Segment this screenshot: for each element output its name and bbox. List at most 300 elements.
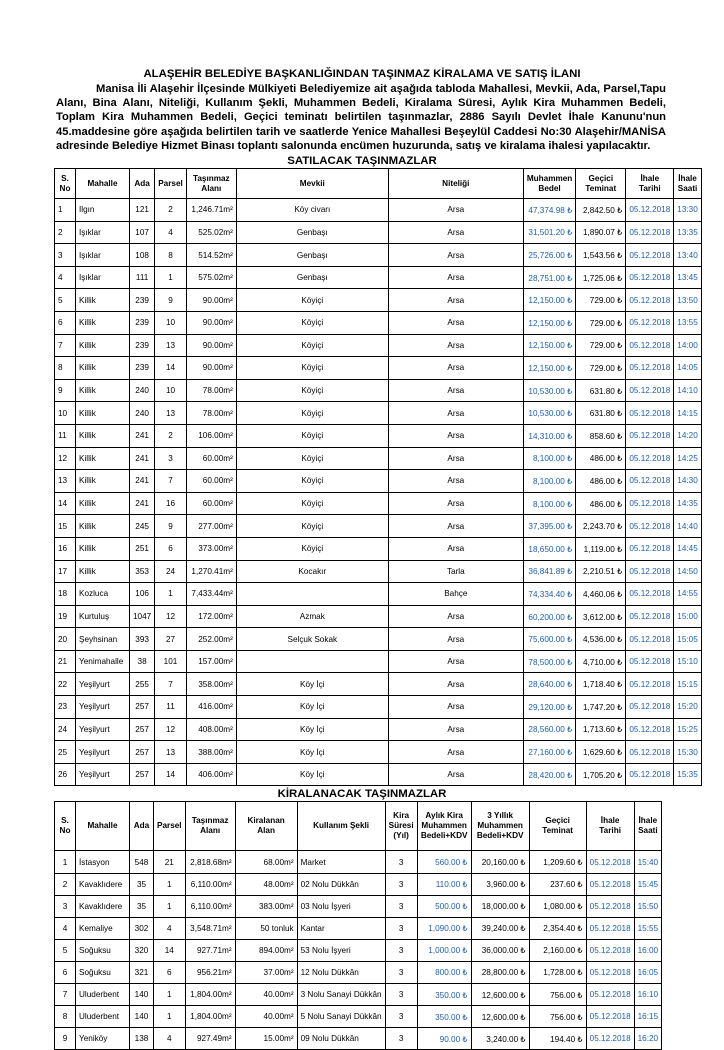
cell-mevkii: Genbaşı <box>236 244 388 267</box>
cell-teminat: 729.00 ₺ <box>576 289 626 312</box>
cell-kiralanan: 15.00m² <box>235 1028 297 1050</box>
cell-saat: 13:40 <box>674 244 702 267</box>
cell-tarih: 05.12.2018 <box>626 311 674 334</box>
cell-mevkii: Genbaşı <box>236 266 388 289</box>
cell-kullanim: 09 Nolu Dükkân <box>297 1028 385 1050</box>
cell-mahalle: İstasyon <box>76 851 130 873</box>
cell-mahalle: Şeyhsinan <box>76 628 130 651</box>
header-tarih: İhale Tarihi <box>626 169 674 199</box>
cell-nitelik: Arsa <box>388 673 523 696</box>
cell-teminat: 1,718.40 ₺ <box>576 673 626 696</box>
table-row <box>55 851 662 873</box>
cell-ada: 1047 <box>130 605 155 628</box>
cell-yillik: 12,600.00 ₺ <box>471 1006 529 1028</box>
cell-mahalle: Yeşilyurt <box>76 763 130 786</box>
cell-mahalle: Yenimahalle <box>76 650 130 673</box>
cell-bedel: 14,310.00 ₺ <box>523 424 576 447</box>
cell-teminat: 237.60 ₺ <box>529 873 586 895</box>
table-row <box>55 289 702 312</box>
table-row <box>55 628 702 651</box>
cell-kullanim: Market <box>297 851 385 873</box>
cell-tarih: 05.12.2018 <box>626 650 674 673</box>
table-row <box>55 311 702 334</box>
table-row <box>55 402 702 425</box>
cell-no: 3 <box>55 895 76 917</box>
cell-mevkii: Köy İçi <box>236 673 388 696</box>
cell-saat: 15:40 <box>634 851 662 873</box>
cell-alan: 927.49m² <box>185 1028 235 1050</box>
cell-tarih: 05.12.2018 <box>626 357 674 380</box>
cell-yillik: 18,000.00 ₺ <box>471 895 529 917</box>
cell-ada: 320 <box>130 939 154 961</box>
cell-teminat: 4,536.00 ₺ <box>576 628 626 651</box>
cell-mahalle: Kavaklıdere <box>76 895 130 917</box>
cell-aylik: 110.00 ₺ <box>417 873 471 895</box>
rent-section-title: KİRALANACAK TAŞINMAZLAR <box>277 788 447 801</box>
cell-bedel: 78,500.00 ₺ <box>523 650 576 673</box>
cell-no: 26 <box>55 763 76 786</box>
cell-saat: 14:05 <box>674 357 702 380</box>
table-row <box>55 718 702 741</box>
cell-no: 7 <box>55 984 76 1006</box>
cell-teminat: 631.80 ₺ <box>576 402 626 425</box>
cell-bedel: 29,120.00 ₺ <box>523 696 576 719</box>
cell-no: 18 <box>55 583 76 606</box>
table-row <box>55 673 702 696</box>
cell-alan: 78.00m² <box>186 379 236 402</box>
cell-parsel: 6 <box>154 961 186 983</box>
cell-teminat: 3,612.00 ₺ <box>576 605 626 628</box>
cell-kullanim: 02 Nolu Dükkân <box>297 873 385 895</box>
cell-bedel: 25,726.00 ₺ <box>523 244 576 267</box>
cell-teminat: 729.00 ₺ <box>576 334 626 357</box>
cell-mevkii: Köyiçi <box>236 379 388 402</box>
header-saat: İhale Saati <box>634 802 662 851</box>
cell-saat: 14:40 <box>674 515 702 538</box>
cell-mahalle: Işıklar <box>76 244 130 267</box>
cell-ada: 140 <box>130 984 154 1006</box>
cell-alan: 60.00m² <box>186 447 236 470</box>
cell-mevkii: Kocakır <box>236 560 388 583</box>
cell-tarih: 05.12.2018 <box>626 199 674 222</box>
cell-parsel: 4 <box>154 917 186 939</box>
cell-tarih: 05.12.2018 <box>626 266 674 289</box>
cell-nitelik: Arsa <box>388 492 523 515</box>
cell-sure: 3 <box>385 917 417 939</box>
cell-mahalle: Yeniköy <box>76 1028 130 1050</box>
cell-no: 2 <box>55 873 76 895</box>
cell-alan: 373.00m² <box>186 537 236 560</box>
cell-saat: 15:00 <box>674 605 702 628</box>
cell-tarih: 05.12.2018 <box>586 917 634 939</box>
cell-parsel: 4 <box>154 1028 186 1050</box>
cell-sure: 3 <box>385 939 417 961</box>
cell-saat: 15:35 <box>674 763 702 786</box>
cell-mahalle: Yeşilyurt <box>76 696 130 719</box>
cell-nitelik: Arsa <box>388 221 523 244</box>
cell-parsel: 27 <box>155 628 187 651</box>
cell-bedel: 74,334.40 ₺ <box>523 583 576 606</box>
cell-saat: 14:20 <box>674 424 702 447</box>
sale-section-title: SATILACAK TAŞINMAZLAR <box>287 155 437 168</box>
cell-alan: 252.00m² <box>186 628 236 651</box>
cell-tarih: 05.12.2018 <box>586 873 634 895</box>
cell-parsel: 14 <box>155 357 187 380</box>
cell-ada: 353 <box>130 560 155 583</box>
cell-mevkii: Köyiçi <box>236 424 388 447</box>
cell-tarih: 05.12.2018 <box>626 221 674 244</box>
cell-ada: 106 <box>130 583 155 606</box>
cell-ada: 108 <box>130 244 155 267</box>
cell-nitelik: Arsa <box>388 537 523 560</box>
cell-alan: 575.02m² <box>186 266 236 289</box>
cell-kiralanan: 894.00m² <box>235 939 297 961</box>
cell-parsel: 13 <box>155 741 187 764</box>
cell-nitelik: Arsa <box>388 266 523 289</box>
cell-saat: 15:10 <box>674 650 702 673</box>
header-mahalle: Mahalle <box>76 802 130 851</box>
cell-nitelik: Arsa <box>388 447 523 470</box>
cell-parsel: 1 <box>154 873 186 895</box>
cell-saat: 13:45 <box>674 266 702 289</box>
cell-mevkii: Azmak <box>236 605 388 628</box>
cell-ada: 111 <box>130 266 155 289</box>
cell-aylik: 500.00 ₺ <box>417 895 471 917</box>
cell-bedel: 8,100.00 ₺ <box>523 447 576 470</box>
cell-aylik: 1,000.00 ₺ <box>417 939 471 961</box>
table-row <box>55 560 702 583</box>
cell-tarih: 05.12.2018 <box>586 1028 634 1050</box>
cell-no: 6 <box>55 311 76 334</box>
cell-mevkii: Köyiçi <box>236 402 388 425</box>
rent-header-row <box>55 802 662 851</box>
cell-parsel: 1 <box>154 984 186 1006</box>
cell-ada: 241 <box>130 424 155 447</box>
cell-tarih: 05.12.2018 <box>626 605 674 628</box>
cell-parsel: 3 <box>155 447 187 470</box>
cell-alan: 358.00m² <box>186 673 236 696</box>
header-kiralanan: Kiralanan Alan <box>235 802 297 851</box>
cell-tarih: 05.12.2018 <box>586 895 634 917</box>
cell-parsel: 101 <box>155 650 187 673</box>
cell-teminat: 486.00 ₺ <box>576 447 626 470</box>
cell-alan: 956.21m² <box>185 961 235 983</box>
cell-ada: 321 <box>130 961 154 983</box>
cell-tarih: 05.12.2018 <box>626 447 674 470</box>
cell-ada: 548 <box>130 851 154 873</box>
cell-teminat: 486.00 ₺ <box>576 470 626 493</box>
cell-sure: 3 <box>385 851 417 873</box>
cell-mahalle: Killik <box>76 311 130 334</box>
cell-parsel: 1 <box>155 266 187 289</box>
cell-parsel: 21 <box>154 851 186 873</box>
cell-alan: 6,110.00m² <box>185 873 235 895</box>
cell-kullanim: Kantar <box>297 917 385 939</box>
cell-no: 6 <box>55 961 76 983</box>
cell-saat: 15:50 <box>634 895 662 917</box>
sale-table <box>54 168 702 786</box>
cell-saat: 14:45 <box>674 537 702 560</box>
cell-alan: 1,804.00m² <box>185 1006 235 1028</box>
cell-kiralanan: 68.00m² <box>235 851 297 873</box>
cell-tarih: 05.12.2018 <box>586 851 634 873</box>
cell-teminat: 1,209.60 ₺ <box>529 851 586 873</box>
cell-saat: 13:35 <box>674 221 702 244</box>
cell-bedel: 10,530.00 ₺ <box>523 379 576 402</box>
cell-teminat: 2,243.70 ₺ <box>576 515 626 538</box>
cell-ada: 241 <box>130 470 155 493</box>
cell-tarih: 05.12.2018 <box>626 492 674 515</box>
cell-teminat: 4,460.06 ₺ <box>576 583 626 606</box>
cell-nitelik: Arsa <box>388 696 523 719</box>
cell-mahalle: Işıklar <box>76 266 130 289</box>
table-row <box>55 1006 662 1028</box>
cell-parsel: 2 <box>155 424 187 447</box>
cell-teminat: 2,210.51 ₺ <box>576 560 626 583</box>
cell-parsel: 4 <box>155 221 187 244</box>
header-parsel: Parsel <box>154 802 186 851</box>
cell-parsel: 14 <box>154 939 186 961</box>
cell-bedel: 28,560.00 ₺ <box>523 718 576 741</box>
cell-mahalle: Işıklar <box>76 221 130 244</box>
cell-teminat: 756.00 ₺ <box>529 984 586 1006</box>
cell-kullanim: 03 Nolu İşyeri <box>297 895 385 917</box>
cell-teminat: 1,080.00 ₺ <box>529 895 586 917</box>
cell-bedel: 28,751.00 ₺ <box>523 266 576 289</box>
cell-tarih: 05.12.2018 <box>626 628 674 651</box>
cell-mahalle: Yeşilyurt <box>76 741 130 764</box>
cell-no: 16 <box>55 537 76 560</box>
cell-sure: 3 <box>385 1028 417 1050</box>
cell-saat: 16:10 <box>634 984 662 1006</box>
table-row <box>55 447 702 470</box>
cell-alan: 90.00m² <box>186 334 236 357</box>
cell-mahalle: Killik <box>76 492 130 515</box>
cell-teminat: 2,354.40 ₺ <box>529 917 586 939</box>
header-bedel: Muhammen Bedel <box>523 169 576 199</box>
cell-no: 12 <box>55 447 76 470</box>
cell-kullanim: 3 Nolu Sanayi Dükkân <box>297 984 385 1006</box>
cell-mahalle: Killik <box>76 537 130 560</box>
cell-mevkii: Genbaşı <box>236 221 388 244</box>
cell-ada: 239 <box>130 289 155 312</box>
table-row <box>55 763 702 786</box>
cell-aylik: 800.00 ₺ <box>417 961 471 983</box>
cell-mahalle: Kemaliye <box>76 917 130 939</box>
cell-sure: 3 <box>385 873 417 895</box>
cell-mahalle: Uluderbent <box>76 1006 130 1028</box>
cell-mahalle: Kurtuluş <box>76 605 130 628</box>
header-ada: Ada <box>130 802 154 851</box>
header-yillik: 3 Yıllık Muhammen Bedeli+KDV <box>471 802 529 851</box>
cell-no: 15 <box>55 515 76 538</box>
cell-alan: 388.00m² <box>186 741 236 764</box>
cell-alan: 1,246.71m² <box>186 199 236 222</box>
header-no: S. No <box>55 802 76 851</box>
cell-nitelik: Arsa <box>388 470 523 493</box>
cell-saat: 14:50 <box>674 560 702 583</box>
cell-sure: 3 <box>385 961 417 983</box>
cell-mevkii: Köyiçi <box>236 492 388 515</box>
cell-kiralanan: 383.00m² <box>235 895 297 917</box>
cell-alan: 60.00m² <box>186 492 236 515</box>
cell-nitelik: Arsa <box>388 244 523 267</box>
cell-mevkii: Köy İçi <box>236 741 388 764</box>
cell-aylik: 560.00 ₺ <box>417 851 471 873</box>
cell-parsel: 10 <box>155 379 187 402</box>
cell-aylik: 350.00 ₺ <box>417 984 471 1006</box>
cell-tarih: 05.12.2018 <box>586 961 634 983</box>
cell-sure: 3 <box>385 984 417 1006</box>
cell-ada: 239 <box>130 334 155 357</box>
cell-tarih: 05.12.2018 <box>626 289 674 312</box>
cell-no: 8 <box>55 1006 76 1028</box>
cell-mevkii: Köy İçi <box>236 763 388 786</box>
cell-no: 3 <box>55 244 76 267</box>
table-row <box>55 379 702 402</box>
cell-mahalle: Yeşilyurt <box>76 718 130 741</box>
cell-aylik: 90.00 ₺ <box>417 1028 471 1050</box>
cell-no: 9 <box>55 379 76 402</box>
cell-alan: 927.71m² <box>185 939 235 961</box>
cell-tarih: 05.12.2018 <box>586 984 634 1006</box>
cell-teminat: 4,710.00 ₺ <box>576 650 626 673</box>
cell-parsel: 7 <box>155 673 187 696</box>
cell-no: 13 <box>55 470 76 493</box>
cell-bedel: 28,420.00 ₺ <box>523 763 576 786</box>
cell-alan: 6,110.00m² <box>185 895 235 917</box>
cell-tarih: 05.12.2018 <box>626 741 674 764</box>
cell-alan: 78.00m² <box>186 402 236 425</box>
cell-saat: 15:15 <box>674 673 702 696</box>
cell-yillik: 28,800.00 ₺ <box>471 961 529 983</box>
cell-no: 5 <box>55 939 76 961</box>
cell-ada: 240 <box>130 402 155 425</box>
cell-parsel: 11 <box>155 696 187 719</box>
cell-alan: 277.00m² <box>186 515 236 538</box>
cell-teminat: 1,119.00 ₺ <box>576 537 626 560</box>
cell-kiralanan: 40.00m² <box>235 984 297 1006</box>
cell-mahalle: Killik <box>76 447 130 470</box>
cell-no: 21 <box>55 650 76 673</box>
header-alan: Taşınmaz Alanı <box>186 169 236 199</box>
cell-tarih: 05.12.2018 <box>626 763 674 786</box>
table-row <box>55 984 662 1006</box>
cell-ada: 393 <box>130 628 155 651</box>
rent-table <box>54 801 662 1050</box>
cell-bedel: 37,395.00 ₺ <box>523 515 576 538</box>
cell-alan: 60.00m² <box>186 470 236 493</box>
cell-teminat: 631.80 ₺ <box>576 379 626 402</box>
cell-mevkii: Köy İçi <box>236 696 388 719</box>
cell-teminat: 1,725.06 ₺ <box>576 266 626 289</box>
cell-ada: 257 <box>130 718 155 741</box>
cell-alan: 7,433.44m² <box>186 583 236 606</box>
cell-bedel: 75,600.00 ₺ <box>523 628 576 651</box>
header-alan: Taşınmaz Alanı <box>185 802 235 851</box>
cell-alan: 408.00m² <box>186 718 236 741</box>
cell-mevkii: Köyiçi <box>236 447 388 470</box>
cell-mevkii: Köyiçi <box>236 515 388 538</box>
cell-bedel: 12,150.00 ₺ <box>523 357 576 380</box>
cell-saat: 15:05 <box>674 628 702 651</box>
cell-alan: 1,804.00m² <box>185 984 235 1006</box>
cell-teminat: 2,842.50 ₺ <box>576 199 626 222</box>
cell-nitelik: Arsa <box>388 718 523 741</box>
cell-mahalle: Killik <box>76 357 130 380</box>
cell-saat: 14:35 <box>674 492 702 515</box>
cell-tarih: 05.12.2018 <box>626 560 674 583</box>
cell-tarih: 05.12.2018 <box>586 939 634 961</box>
cell-ada: 257 <box>130 696 155 719</box>
cell-alan: 90.00m² <box>186 357 236 380</box>
cell-bedel: 8,100.00 ₺ <box>523 470 576 493</box>
cell-no: 24 <box>55 718 76 741</box>
cell-teminat: 729.00 ₺ <box>576 357 626 380</box>
cell-no: 2 <box>55 221 76 244</box>
cell-mahalle: Yeşilyurt <box>76 673 130 696</box>
cell-parsel: 1 <box>155 583 187 606</box>
cell-teminat: 1,747.20 ₺ <box>576 696 626 719</box>
cell-saat: 15:20 <box>674 696 702 719</box>
cell-parsel: 1 <box>154 895 186 917</box>
cell-nitelik: Arsa <box>388 357 523 380</box>
cell-tarih: 05.12.2018 <box>626 424 674 447</box>
cell-parsel: 7 <box>155 470 187 493</box>
cell-alan: 416.00m² <box>186 696 236 719</box>
cell-ada: 239 <box>130 357 155 380</box>
cell-sure: 3 <box>385 1006 417 1028</box>
cell-parsel: 9 <box>155 515 187 538</box>
cell-parsel: 24 <box>155 560 187 583</box>
table-row <box>55 357 702 380</box>
cell-bedel: 12,150.00 ₺ <box>523 311 576 334</box>
cell-aylik: 1,090.00 ₺ <box>417 917 471 939</box>
cell-ada: 251 <box>130 537 155 560</box>
cell-teminat: 729.00 ₺ <box>576 311 626 334</box>
cell-teminat: 756.00 ₺ <box>529 1006 586 1028</box>
cell-bedel: 36,841.89 ₺ <box>523 560 576 583</box>
cell-teminat: 486.00 ₺ <box>576 492 626 515</box>
cell-nitelik: Arsa <box>388 515 523 538</box>
table-row <box>55 199 702 222</box>
cell-parsel: 2 <box>155 199 187 222</box>
cell-alan: 90.00m² <box>186 311 236 334</box>
cell-tarih: 05.12.2018 <box>626 673 674 696</box>
cell-mahalle: Kozluca <box>76 583 130 606</box>
cell-saat: 13:30 <box>674 199 702 222</box>
cell-alan: 1,270.41m² <box>186 560 236 583</box>
cell-nitelik: Arsa <box>388 424 523 447</box>
table-row <box>55 266 702 289</box>
cell-tarih: 05.12.2018 <box>626 537 674 560</box>
cell-no: 20 <box>55 628 76 651</box>
cell-saat: 16:00 <box>634 939 662 961</box>
cell-mahalle: Ilgın <box>76 199 130 222</box>
cell-kullanim: 5 Nolu Sanayi Dükkân <box>297 1006 385 1028</box>
cell-bedel: 18,650.00 ₺ <box>523 537 576 560</box>
header-parsel: Parsel <box>155 169 187 199</box>
cell-teminat: 1,629.60 ₺ <box>576 741 626 764</box>
table-row <box>55 583 702 606</box>
cell-no: 4 <box>55 917 76 939</box>
cell-tarih: 05.12.2018 <box>626 583 674 606</box>
table-row <box>55 470 702 493</box>
table-row <box>55 244 702 267</box>
cell-no: 25 <box>55 741 76 764</box>
cell-mahalle: Killik <box>76 470 130 493</box>
cell-kiralanan: 40.00m² <box>235 1006 297 1028</box>
